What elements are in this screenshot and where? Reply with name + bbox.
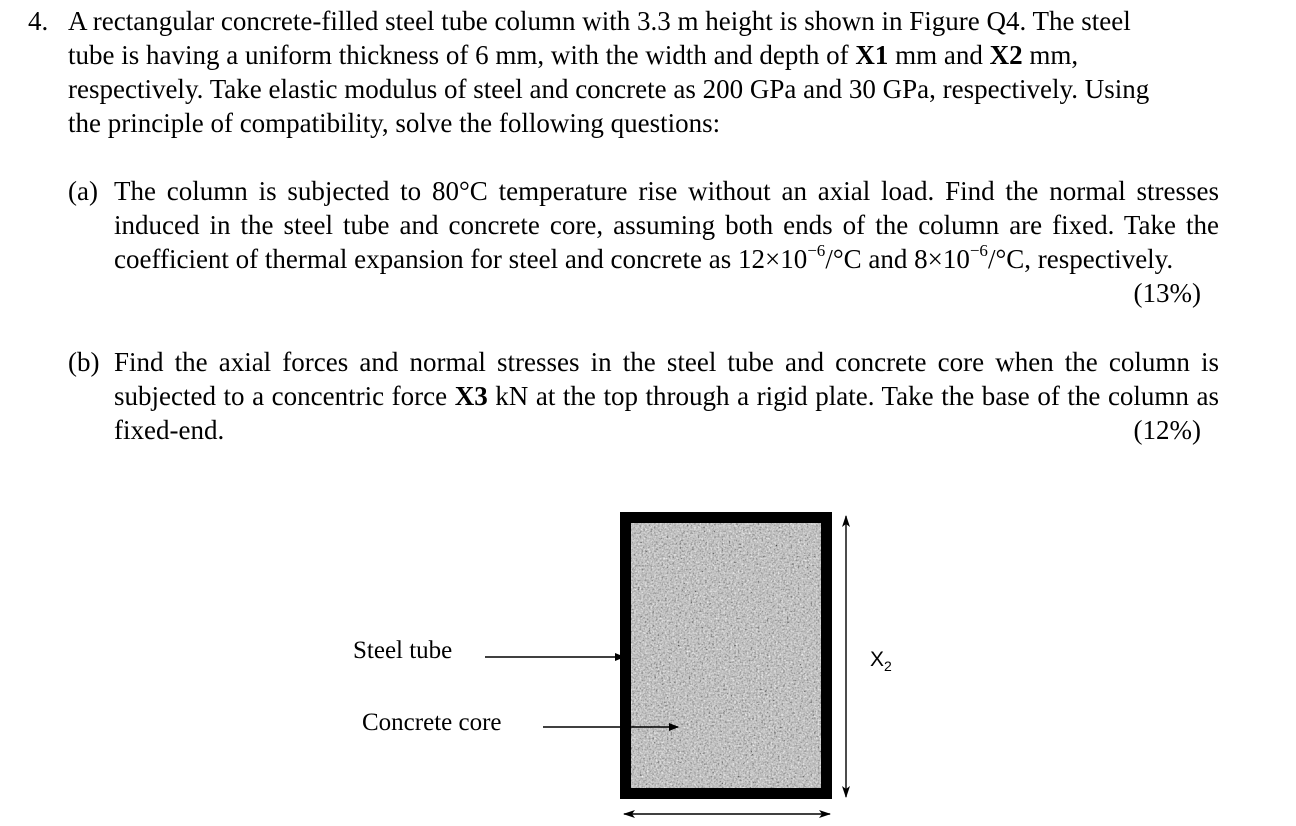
var-x2: X2 [989, 40, 1023, 70]
part-b-marks: (12%) [1133, 415, 1201, 445]
concrete-core-label: Concrete core [362, 709, 502, 736]
question-number: 4. [28, 6, 49, 36]
part-a-text-mid: /°C and 8×10 [825, 244, 970, 274]
depth-label-sub: 2 [884, 658, 892, 675]
depth-label [870, 648, 892, 674]
part-b-text-pre: Find the axial forces and normal stresses in the steel tube and concrete core when the column is subjected to a concentric force [114, 347, 1219, 411]
depth-label-var: X [870, 648, 885, 671]
part-b-label: (b) [68, 347, 100, 377]
question-text-pre: A rectangular concrete-filled steel tube column with 3.3 m height is shown in Figure Q4. The steel tube is having a uniform thickness of 6 mm, with the width and depth of [68, 6, 1131, 70]
part-a-label: (a) [68, 176, 98, 206]
var-x3: X3 [454, 381, 488, 411]
var-x1: X1 [855, 40, 889, 70]
exponent-1: −6 [807, 241, 826, 260]
question-text-post: mm, respectively. Take elastic modulus of steel and concrete as 200 GPa and 30 GPa, respectively. Using the principle of compatibility, solve the following questions: [68, 40, 1150, 138]
part-a-text-pre: The column is subjected to 80°C temperature rise without an axial load. Find the normal stresses induced in the steel tube and concrete core, assuming both ends of the column are fixed. Take the coefficient of thermal expansion for steel and concrete as 12×10 [114, 176, 1219, 274]
question-text-mid: mm and [888, 40, 990, 70]
concrete-texture [627, 519, 826, 791]
steel-tube-label: Steel tube [353, 637, 453, 664]
part-b-text-post: kN at the top through a rigid plate. Take the base of the column as fixed-end. [114, 381, 1219, 445]
part-a-text-post: /°C, respectively. [987, 244, 1174, 274]
exponent-2: −6 [969, 241, 988, 260]
part-a-marks: (13%) [1133, 278, 1201, 308]
